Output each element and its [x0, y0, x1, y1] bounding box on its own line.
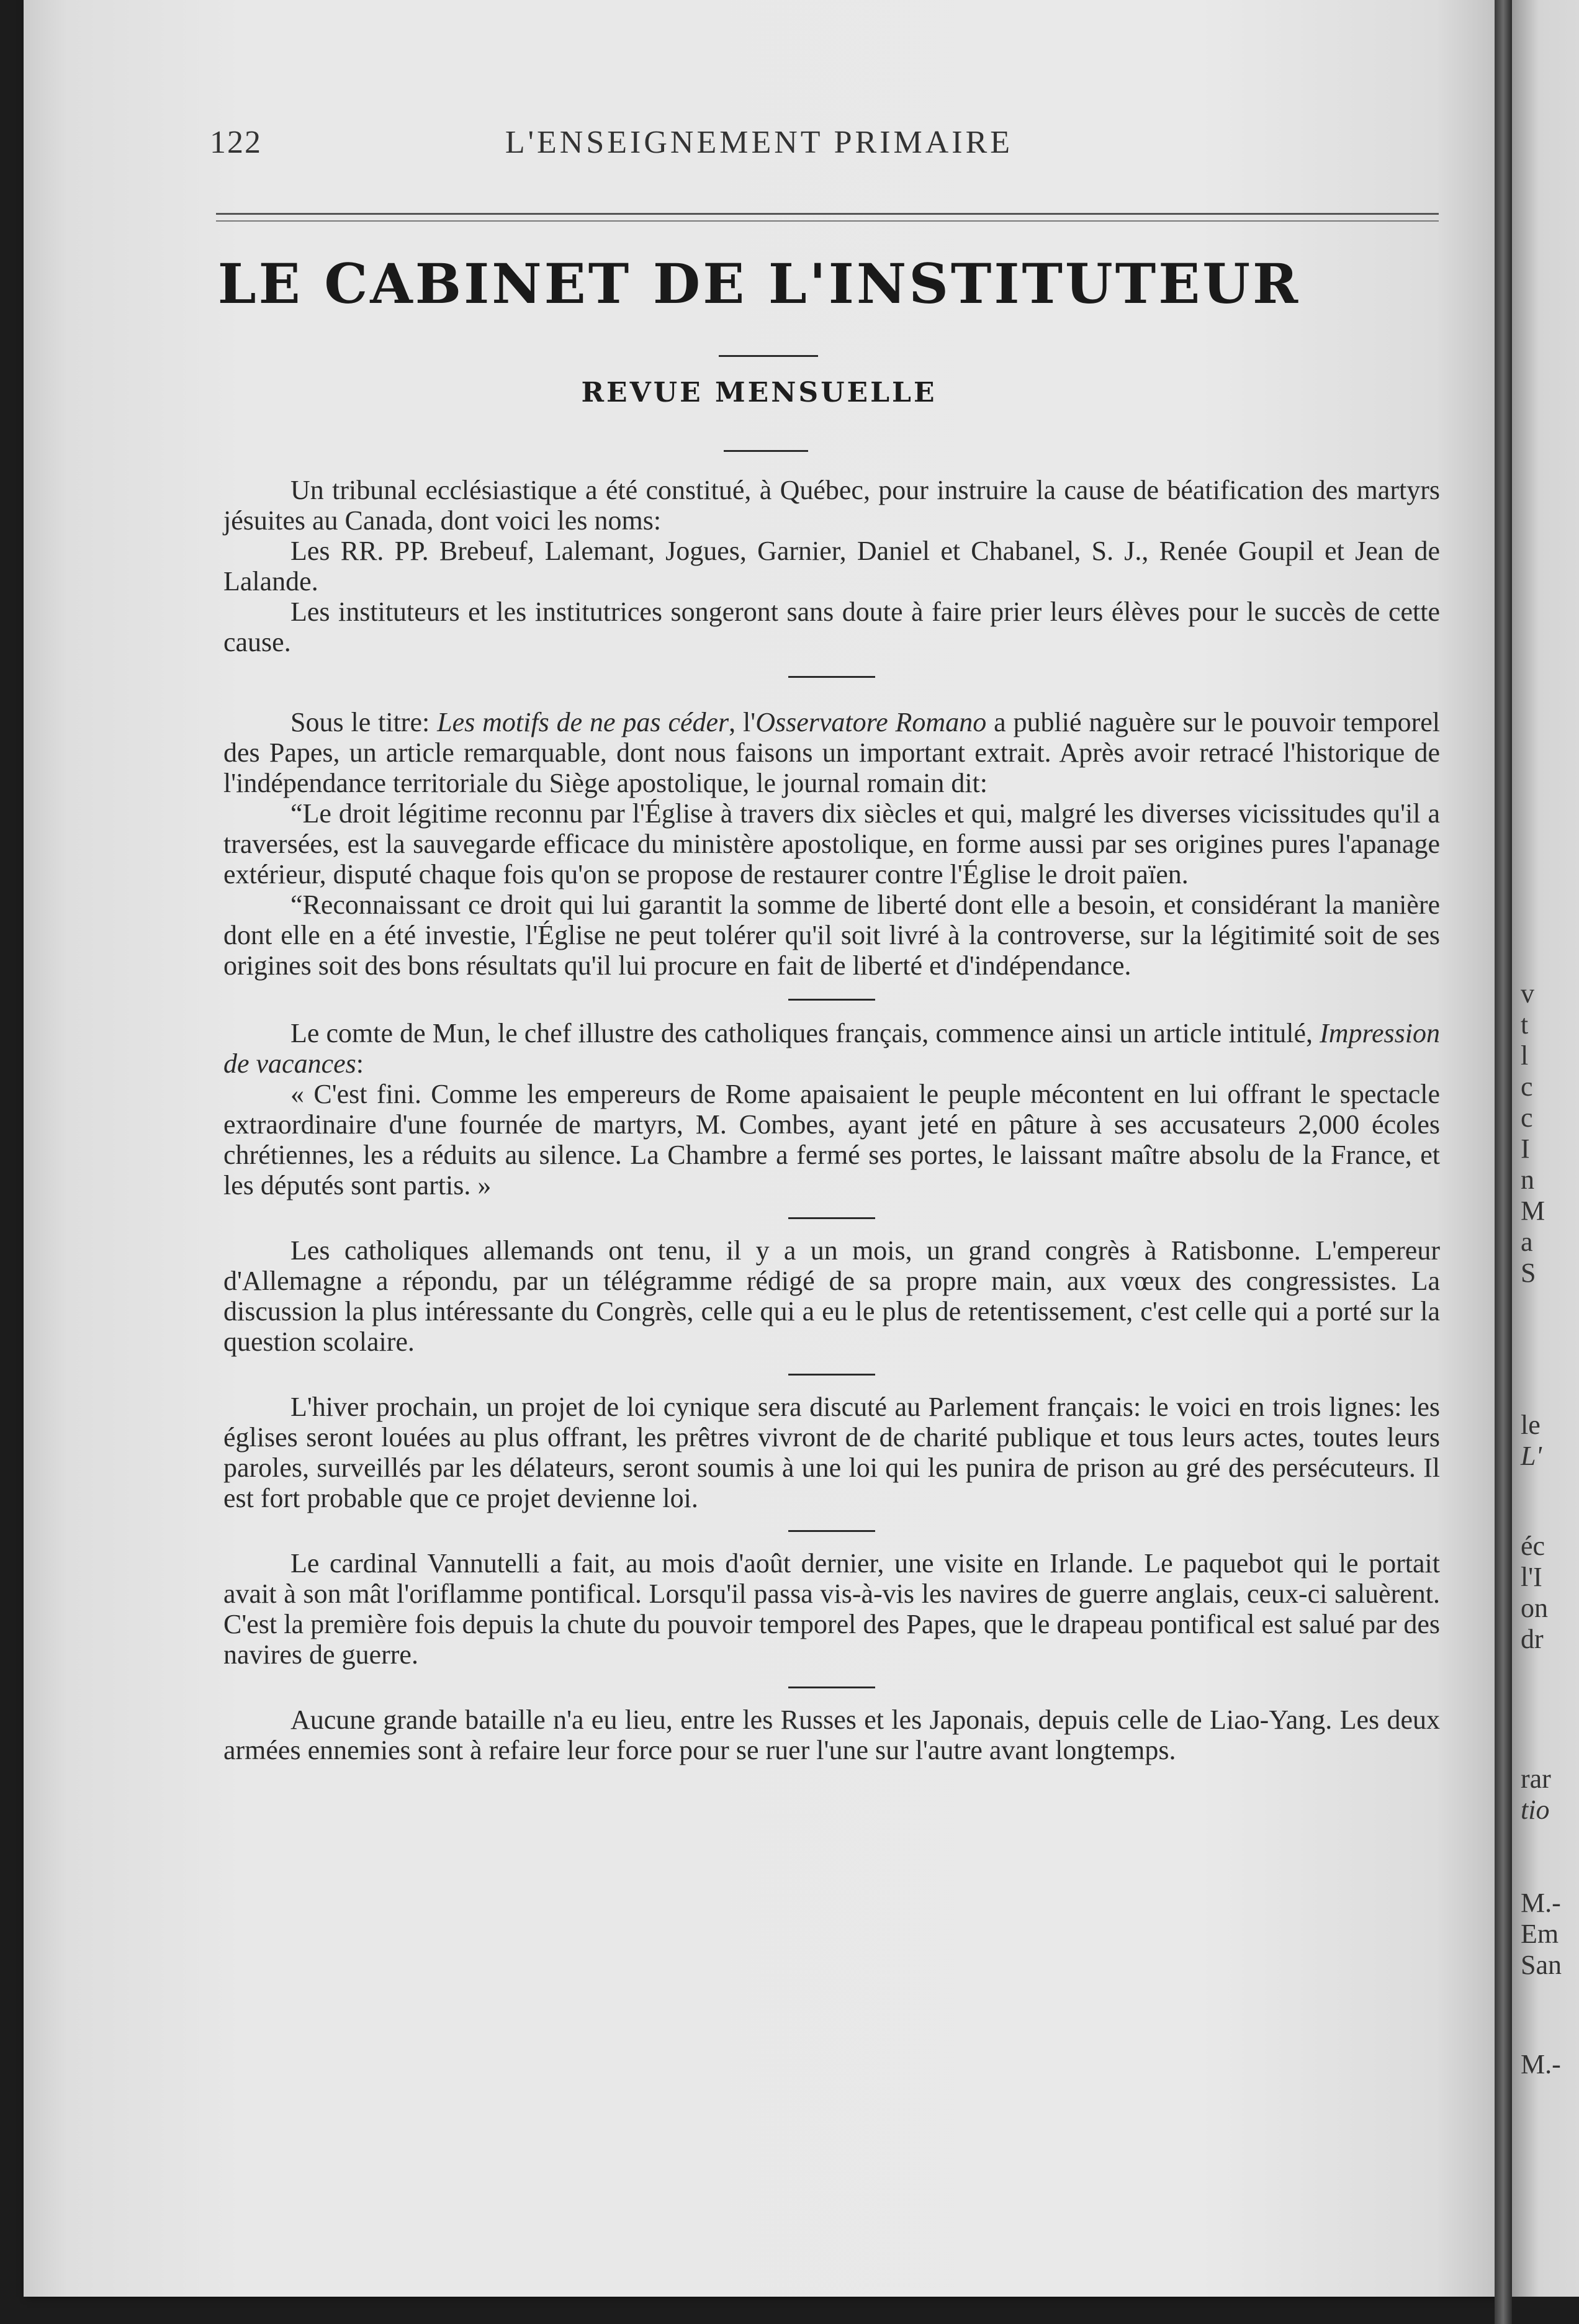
paragraph: L'hiver prochain, un projet de loi cynique sera discuté au Parlement français: le voici en trois lignes: les églises seront louées au plus offrant, les prêtres vivront de de charité publique et tous leurs actes, toutes leurs paroles, surveillés par les délateurs, seront soumis à une loi qui les punira de prison au gré des persécuteurs. Il est fort probable que ce projet devienne loi.: [223, 1392, 1440, 1513]
paragraph: Aucune grande bataille n'a eu lieu, entre les Russes et les Japonais, depuis celle de Liao-Yang. Les deux armées ennemies sont à refaire leur force pour se ruer l'une sur l'autre avant longtemps.: [223, 1705, 1440, 1765]
adjacent-page-fragment: le: [1521, 1410, 1541, 1440]
book-gutter: [1495, 0, 1512, 2324]
adjacent-page-fragment: on: [1521, 1593, 1548, 1623]
separator: [223, 1670, 1440, 1705]
separator: [223, 1357, 1440, 1392]
adjacent-page-fragment: tio: [1521, 1795, 1550, 1825]
adjacent-page-fragment: t: [1521, 1009, 1529, 1040]
separator: [223, 1513, 1440, 1548]
adjacent-page-fragment: M: [1521, 1196, 1545, 1226]
section-ratisbonne: [223, 1235, 1440, 1357]
page-number: 122: [210, 125, 262, 160]
adjacent-page-fragment: l: [1521, 1040, 1529, 1071]
separator: [223, 981, 1440, 1018]
paragraph-intro: Sous le titre: Les motifs de ne pas céder, l'Osservatore Romano a publié naguère sur le pouvoir temporel des Papes, un article remarquable, dont nous faisons un important extrait. Après avoir retracé l'historique de l'indépendance territoriale du Siège apostolique, le journal romain dit:: [223, 707, 1440, 798]
section-comte-de-mun: [223, 1018, 1440, 1200]
quotation: “Le droit légitime reconnu par l'Église à travers dix siècles et qui, malgré les diverses vicissitudes qu'il a traversées, est la sauvegarde efficace du ministère apostolique, en forme aussi par ses origines pures l'apanage extérieur, disputé chaque fois qu'on se propose de restaurer contre l'Église le droit païen.: [223, 798, 1440, 890]
section-vannutelli: [223, 1548, 1440, 1670]
adjacent-page-fragment: Em: [1521, 1919, 1559, 1949]
adjacent-page-fragment: v: [1521, 978, 1534, 1009]
separator: [223, 1200, 1440, 1235]
adjacent-page-fragment: l'I: [1521, 1562, 1542, 1592]
section-martyrs: [223, 475, 1440, 657]
adjacent-page-fragment: L': [1521, 1441, 1542, 1471]
paragraph: Un tribunal ecclésiastique a été constitué, à Québec, pour instruire la cause de béatification des martyrs jésuites au Canada, dont voici les noms:: [223, 475, 1440, 536]
title-rule: [719, 355, 818, 357]
section-projet-de-loi: [223, 1392, 1440, 1513]
separator: [223, 657, 1440, 696]
section-liao-yang: [223, 1705, 1440, 1765]
quotation: « C'est fini. Comme les empereurs de Rome apaisaient le peuple mécontent en lui offrant le spectacle extraordinaire d'une fournée de martyrs, M. Combes, ayant jeté en pâture à ses accusateurs 2,000 écoles chrétiennes, les a réduits au silence. La Chambre a fermé ses portes, le laissant maître absolu de la France, et les députés sont partis. »: [223, 1079, 1440, 1200]
subtitle-rule: [724, 450, 808, 452]
adjacent-page-fragment: c: [1521, 1071, 1533, 1102]
adjacent-page-fragment: M.-: [1521, 1888, 1561, 1918]
paragraph: Les instituteurs et les institutrices songeront sans doute à faire prier leurs élèves pour le succès de cette cause.: [223, 597, 1440, 657]
quotation: “Reconnaissant ce droit qui lui garantit la somme de liberté dont elle a besoin, et considérant la manière dont elle en a été investie, l'Église ne peut tolérer qu'il soit livré à la controverse, sur la légitimité soit de ses origines soit des bons résultats qu'il lui procure en fait de liberté et d'indépendance.: [223, 890, 1440, 981]
adjacent-page-fragment: San: [1521, 1950, 1562, 1980]
running-title: L'ENSEIGNEMENT PRIMAIRE: [505, 125, 1014, 160]
adjacent-page-fragment: n: [1521, 1164, 1534, 1195]
section-osservatore: [223, 707, 1440, 981]
adjacent-page-fragment: I: [1521, 1133, 1530, 1164]
header-rule-double: [216, 220, 1439, 222]
paragraph: Les catholiques allemands ont tenu, il y a un mois, un grand congrès à Ratisbonne. L'empereur d'Allemagne a répondu, par un télégramme rédigé de sa propre main, aux vœux des congressistes. La discussion la plus intéressante du Congrès, celle qui a eu le plus de retentissement, c'est celle qui a porté sur la question scolaire.: [223, 1235, 1440, 1357]
adjacent-page-fragment: c: [1521, 1102, 1533, 1133]
adjacent-page-fragment: rar: [1521, 1763, 1551, 1794]
adjacent-page-fragment: dr: [1521, 1624, 1544, 1654]
article-title: LE CABINET DE L'INSTITUTEUR: [217, 251, 1301, 316]
adjacent-page-fragment: M.-: [1521, 2049, 1561, 2079]
adjacent-page-fragment: éc: [1521, 1531, 1545, 1561]
paragraph: Les RR. PP. Brebeuf, Lalemant, Jogues, Garnier, Daniel et Chabanel, S. J., Renée Goupil et Jean de Lalande.: [223, 536, 1440, 597]
header-rule: [216, 213, 1439, 215]
book-page: [24, 0, 1495, 2297]
adjacent-page-fragment: S: [1521, 1258, 1536, 1288]
paragraph-intro: Le comte de Mun, le chef illustre des catholiques français, commence ainsi un article intitulé, Impression de vacances:: [223, 1018, 1440, 1079]
article-subtitle: REVUE MENSUELLE: [581, 377, 937, 408]
paragraph: Le cardinal Vannutelli a fait, au mois d'août dernier, une visite en Irlande. Le paquebot qui le portait avait à son mât l'oriflamme pontifical. Lorsqu'il passa vis-à-vis les navires de guerre anglais, ceux-ci saluèrent. C'est la première fois depuis la chute du pouvoir temporel des Papes, que le drapeau pontifical est salué par des navires de guerre.: [223, 1548, 1440, 1670]
adjacent-page-fragment: a: [1521, 1227, 1533, 1257]
article-body: [223, 475, 1440, 1765]
adjacent-page-edge: [1512, 0, 1579, 2297]
